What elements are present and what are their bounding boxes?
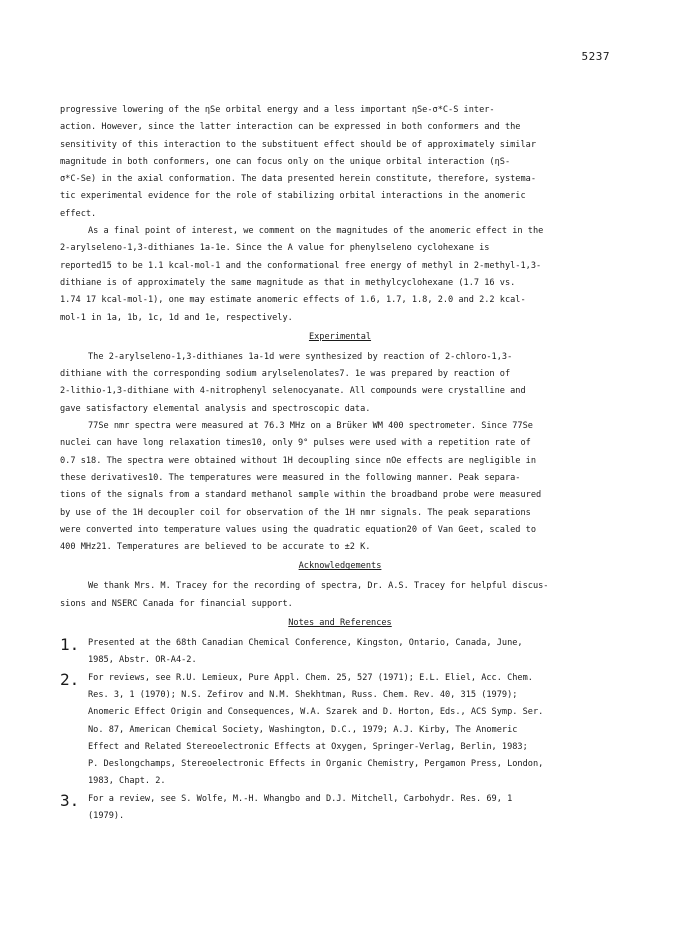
text-line: effect.: [60, 208, 97, 219]
text-line: As a final point of interest, we comment on the magnitudes of the anomeric effect in the: [88, 226, 544, 237]
reference-item: [60, 670, 620, 791]
text-line: 2-lithio-1,3-dithiane with 4-nitrophenyl selenocyanate. All compounds were crystalline and: [60, 386, 526, 397]
heading-text: Acknowledgements: [298, 561, 382, 572]
text-line: dithiane is of approximately the same magnitude as that in methylcyclohexane (1.7 16 vs.: [60, 277, 516, 288]
reference-line: For reviews, see R.U. Lemieux, Pure Appl. Chem. 25, 527 (1971); E.L. Eliel, Acc. Chem.: [88, 672, 533, 683]
text-line: nuclei can have long relaxation times10, only 9° pulses were used with a repetition rate of: [60, 438, 531, 449]
heading-text: Notes and References: [288, 618, 392, 629]
reference-line: Effect and Related Stereoelectronic Effects at Oxygen, Springer-Verlag, Berlin, 1983;: [88, 741, 528, 752]
text-line: action. However, since the latter interaction can be expressed in both conformers and the: [60, 122, 521, 133]
reference-number: 3.: [60, 790, 80, 810]
text-line: sensitivity of this interaction to the substituent effect should be of approximately similar: [60, 139, 536, 150]
article-body: [60, 102, 620, 825]
heading-text: Experimental: [308, 331, 372, 342]
text-line: 0.7 s18. The spectra were obtained without 1H decoupling since nOe effects are negligible in: [60, 455, 536, 466]
text-line: were converted into temperature values using the quadratic equation20 of Van Geet, scaled to: [60, 524, 536, 535]
reference-item: [60, 791, 620, 826]
section-heading-notes: [60, 615, 620, 635]
text-line: 1.74 17 kcal-mol-1), one may estimate anomeric effects of 1.6, 1.7, 1.8, 2.0 and 2.2 kcal-: [60, 295, 526, 306]
section-heading-experimental: [60, 329, 620, 349]
text-line: 400 MHz21. Temperatures are believed to be accurate to ±2 K.: [60, 542, 371, 553]
text-line: mol-1 in 1a, 1b, 1c, 1d and 1e, respectively.: [60, 312, 293, 323]
text-line: σ*C-Se) in the axial conformation. The data presented herein constitute, therefore, systema-: [60, 174, 536, 185]
text-line: gave satisfactory elemental analysis and spectroscopic data.: [60, 403, 371, 414]
text-line: progressive lowering of the ηSe orbital energy and a less important ηSe-σ*C-S inter-: [60, 105, 495, 115]
text-line: 77Se nmr spectra were measured at 76.3 MHz on a Brüker WM 400 spectrometer. Since 77Se: [88, 421, 533, 432]
reference-line: Res. 3, 1 (1970); N.S. Zefirov and N.M. Shekhtman, Russ. Chem. Rev. 40, 315 (1979);: [88, 689, 518, 700]
paragraph-orbital-interaction: [60, 102, 620, 223]
text-line: tic experimental evidence for the role of stabilizing orbital interactions in the anomeric: [60, 191, 526, 202]
reference-number: 2.: [60, 669, 80, 689]
reference-line: No. 87, American Chemical Society, Washington, D.C., 1979; A.J. Kirby, The Anomeric: [88, 724, 518, 735]
reference-item: [60, 635, 620, 670]
text-line: magnitude in both conformers, one can focus only on the unique orbital interaction (ηS-: [60, 156, 511, 167]
paragraph-acknowledgements: [60, 578, 620, 613]
reference-line: 1983, Chapt. 2.: [88, 776, 166, 787]
reference-list: [60, 635, 620, 825]
text-line: tions of the signals from a standard methanol sample within the broadband probe were measured: [60, 490, 542, 501]
reference-line: Anomeric Effect Origin and Consequences, W.A. Szarek and D. Horton, Eds., ACS Symp. Ser.: [88, 707, 544, 718]
reference-number: 1.: [60, 635, 80, 655]
reference-line: For a review, see S. Wolfe, M.-H. Whangbo and D.J. Mitchell, Carbohydr. Res. 69, 1: [88, 793, 513, 804]
text-line: dithiane with the corresponding sodium arylselenolates7. 1e was prepared by reaction of: [60, 369, 511, 380]
text-line: these derivatives10. The temperatures were measured in the following manner. Peak separa-: [60, 472, 521, 483]
reference-line: P. Deslongchamps, Stereoelectronic Effects in Organic Chemistry, Pergamon Press, London,: [88, 759, 544, 770]
paragraph-anomeric-magnitude: [60, 223, 620, 327]
text-line: 2-arylseleno-1,3-dithianes 1a-1e. Since the A value for phenylseleno cyclohexane is: [60, 243, 490, 254]
reference-line: Presented at the 68th Canadian Chemical Conference, Kingston, Ontario, Canada, June,: [88, 638, 523, 649]
text-line: by use of the 1H decoupler coil for observation of the 1H nmr signals. The peak separations: [60, 507, 531, 518]
section-heading-acknowledgements: [60, 558, 620, 578]
text-line: We thank Mrs. M. Tracey for the recording of spectra, Dr. A.S. Tracey for helpful discus-: [88, 581, 549, 592]
paragraph-nmr: [60, 418, 620, 556]
reference-line: 1985, Abstr. OR-A4-2.: [88, 655, 197, 666]
text-line: reported15 to be 1.1 kcal-mol-1 and the conformational free energy of methyl in 2-methyl-1,3-: [60, 260, 542, 271]
text-line: The 2-arylseleno-1,3-dithianes 1a-1d were synthesized by reaction of 2-chloro-1,3-: [88, 351, 513, 362]
reference-line: (1979).: [88, 810, 125, 821]
text-line: sions and NSERC Canada for financial support.: [60, 598, 293, 609]
paragraph-synthesis: [60, 349, 620, 418]
page-number: 5237: [581, 50, 610, 63]
